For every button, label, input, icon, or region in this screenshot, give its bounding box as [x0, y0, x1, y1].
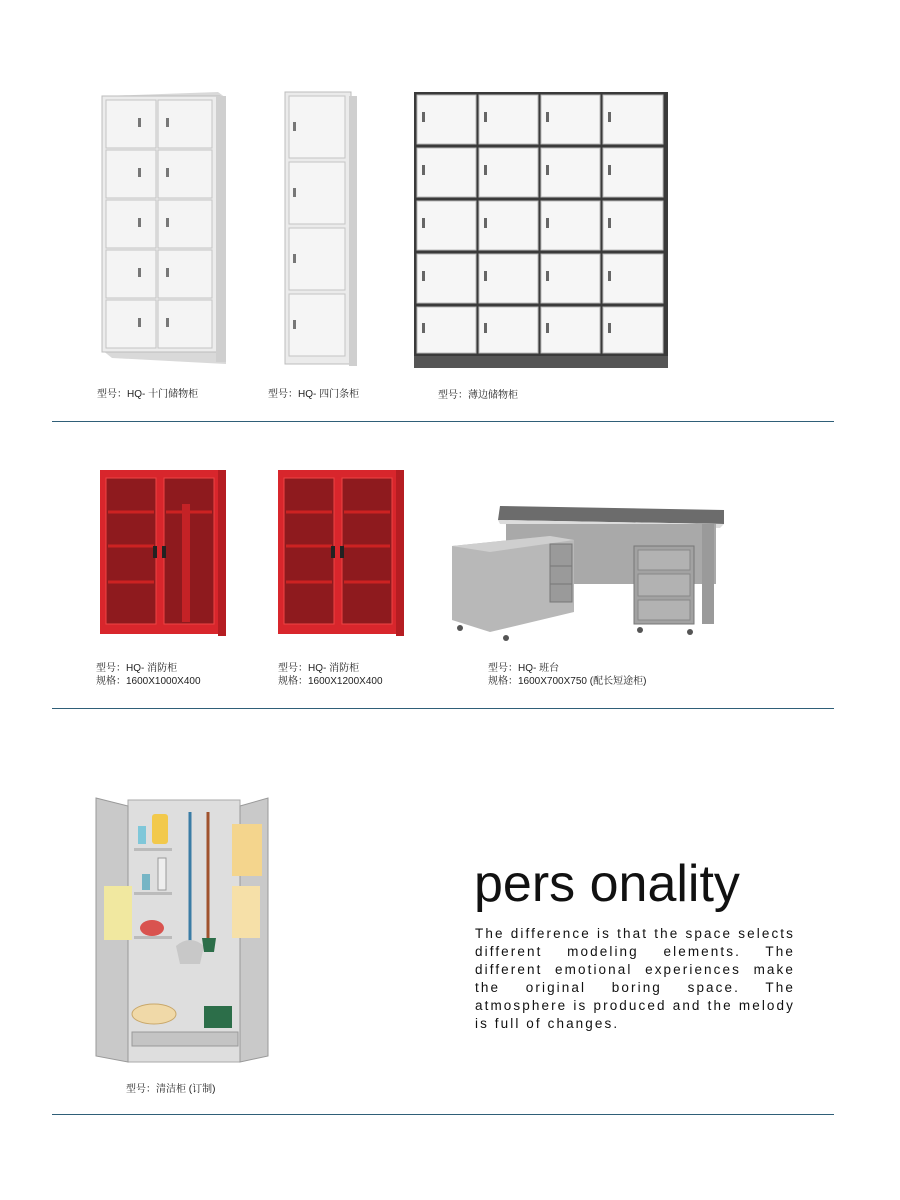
product-spec-6: 规格：1600X700X750 (配长短途柜): [488, 676, 647, 687]
product-caption-6: [488, 662, 646, 688]
product-caption-1: [97, 388, 198, 401]
office-desk-image: [450, 500, 730, 648]
product-caption-7: [126, 1083, 215, 1096]
product-model-5: 型号：HQ- 消防柜: [278, 663, 360, 674]
section-divider-2: [52, 708, 834, 709]
product-model-2: 型号：HQ- 四门条柜: [268, 389, 360, 400]
feature-headline: pers onality: [474, 855, 740, 913]
fire-cabinet-1-image: [98, 468, 228, 638]
product-spec-5: 规格：1600X1200X400: [278, 676, 383, 687]
section-divider-3: [52, 1114, 834, 1115]
thin-edge-locker-image: [414, 92, 670, 370]
product-model-4: 型号：HQ- 消防柜: [96, 663, 178, 674]
product-spec-4: 规格：1600X1000X400: [96, 676, 201, 687]
fire-cabinet-2-image: [276, 468, 406, 638]
four-door-locker-image: [283, 90, 359, 370]
product-caption-4: [96, 662, 201, 688]
section-divider-1: [52, 421, 834, 422]
product-model-1: 型号：HQ- 十门储物柜: [97, 389, 199, 400]
feature-paragraph: The difference is that the space selects different modeling elements. The different emotional experiences make the original boring space. The atmosphere is produced and the melody is full of changes.: [475, 926, 795, 1031]
cleaning-cabinet-image: [94, 796, 272, 1066]
product-model-7: 型号：清洁柜 (订制): [126, 1084, 216, 1095]
product-caption-5: [278, 662, 383, 688]
product-model-6: 型号：HQ- 班台: [488, 663, 560, 674]
ten-door-locker-image: [98, 88, 228, 368]
product-caption-3: [438, 389, 518, 402]
product-model-3: 型号：薄边储物柜: [438, 390, 518, 401]
product-caption-2: [268, 388, 359, 401]
